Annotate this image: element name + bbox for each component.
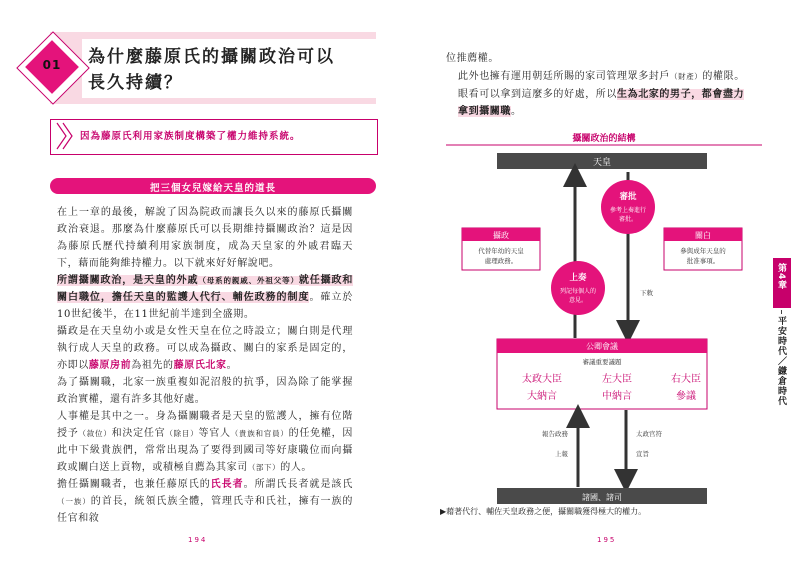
sessho-desc: 處理政務。 bbox=[484, 257, 518, 265]
note: （除目） bbox=[165, 429, 199, 438]
text: 擔任攝關職者，也兼任藤原氏的 bbox=[57, 479, 211, 490]
era-label: 平安時代／鎌倉時代 bbox=[776, 316, 786, 406]
minister-label: 左大臣 bbox=[602, 374, 632, 385]
highlight: 生為北家的男子，都會盡力拿到攝關職 bbox=[458, 89, 745, 117]
note: （財產） bbox=[670, 72, 703, 81]
appoint-label-2: 宣旨 bbox=[636, 450, 649, 458]
note: （部下） bbox=[247, 463, 281, 472]
text: 的首長，統領氏族全體，管理氏寺和氏社，擁有一族的任官和敘 bbox=[57, 496, 353, 524]
report-up-label: 報告政務 bbox=[542, 430, 568, 438]
text: 等官人 bbox=[198, 428, 231, 439]
side-divider bbox=[781, 310, 782, 314]
text: 攝政是在天皇幼小或是女性天皇在位之時設立；關白則是代理執行成人天皇的政務。可以成為攝政、關白的家系是固定的，亦即以 bbox=[57, 326, 353, 371]
text: 和決定任官 bbox=[111, 428, 166, 439]
note: （一族） bbox=[57, 497, 91, 506]
minister-label: 右大臣 bbox=[671, 374, 701, 385]
approve-desc: 參考上奏進行 bbox=[609, 207, 647, 214]
provinces-label: 諸國、諸司 bbox=[582, 493, 622, 502]
diagram-title bbox=[446, 132, 762, 145]
note: （敘位） bbox=[78, 429, 112, 438]
text: 此外也擁有運用朝廷所賜的家司管理眾多封戶 bbox=[458, 71, 670, 82]
text: 人事權是其中之一。身為攝關職者是天皇的監護人，擁有位階授予 bbox=[57, 411, 353, 439]
report-desc: 意見。 bbox=[568, 297, 588, 304]
kanpaku-desc: 參與成年天皇的 bbox=[680, 247, 726, 255]
right-paragraph-1: 位推薦權。 bbox=[446, 53, 499, 64]
chapter-side-tab-label: 第4章 bbox=[776, 263, 786, 291]
right-paragraph-3 bbox=[458, 86, 754, 120]
minister-label: 大納言 bbox=[527, 391, 557, 402]
order-down-label: 下敕 bbox=[640, 289, 653, 297]
kanpaku-desc: 批准事項。 bbox=[686, 257, 720, 265]
highlight-note: （母系的親戚、外祖父等） bbox=[198, 276, 299, 285]
structure-diagram bbox=[440, 126, 770, 506]
paragraph-6 bbox=[57, 476, 353, 527]
approve-desc: 審批。 bbox=[618, 216, 638, 223]
sessho-title: 攝政 bbox=[493, 231, 509, 240]
report-up-label-2: 上報 bbox=[555, 450, 568, 458]
lead-text: 因為藤原氏利用家族制度構築了權力維持系統。 bbox=[80, 131, 301, 142]
chapter-number: 01 bbox=[42, 58, 62, 72]
chevron-right-icon bbox=[54, 121, 74, 151]
text: 的人。 bbox=[280, 462, 313, 473]
sessho-desc: 代替年幼的天皇 bbox=[478, 247, 524, 255]
page-number-right: 195 bbox=[597, 536, 617, 544]
paragraph-3 bbox=[57, 323, 353, 374]
page-number-left: 194 bbox=[188, 536, 208, 544]
minister-label: 中納言 bbox=[602, 391, 632, 402]
approve-title: 審批 bbox=[619, 192, 637, 202]
right-paragraph-2 bbox=[458, 68, 748, 85]
chapter-title bbox=[88, 44, 368, 96]
figure-caption: ▶藉著代行、輔佐天皇政務之便，攝關職獲得極大的權力。 bbox=[440, 507, 647, 516]
text: 的權限。 bbox=[702, 71, 745, 82]
text: 。所謂氏長者就是該氏 bbox=[243, 479, 353, 490]
highlight-name: 氏長者 bbox=[210, 479, 244, 490]
text: 。 bbox=[511, 106, 522, 117]
text: 的任免權，因此中下級貴族們，常常出現為了要得到國司等好康職位而向攝政或關白送上貢物，或積極自薦為其家司 bbox=[57, 428, 354, 473]
text: 為祖先的 bbox=[131, 360, 174, 371]
highlight: 所謂攝關政治，是天皇的外戚 bbox=[57, 275, 199, 286]
council-subtitle: 審議重要議題 bbox=[582, 358, 622, 366]
paragraph-2 bbox=[57, 272, 353, 323]
chapter-title-line-2: 長久持續？ bbox=[88, 73, 183, 93]
highlight: 就任攝政和關白職位，擔任天皇的監護人代行、輔佐政務的制度 bbox=[57, 275, 354, 303]
text: 。確立於10世紀後半，在11世紀前半達到全盛期。 bbox=[57, 292, 353, 320]
diagram-title-text: 攝關政治的結構 bbox=[572, 134, 636, 144]
section-heading: 把三個女兒嫁給天皇的道長 bbox=[149, 183, 276, 194]
minister-label: 太政大臣 bbox=[522, 374, 562, 385]
appoint-label: 太政官符 bbox=[636, 430, 662, 438]
emperor-label: 天皇 bbox=[592, 158, 612, 168]
paragraph-4: 為了攝關職，北家一族重複如泥沼般的抗爭，因為除了能掌握政治實權，還有許多其他好處。 bbox=[57, 377, 353, 405]
report-title: 上奏 bbox=[569, 273, 587, 283]
paragraph-1: 在上一章的最後，解說了因為院政而讓長久以來的藤原氏攝關政治衰退。那麼為什麼藤原氏可以長期維持攝關政治？這是因為藤原氏歷代持續利用家族制度，成為天皇家的外戚君臨天下，藉而能夠維持權力。以下就來好好解說吧。 bbox=[57, 207, 353, 269]
note: （貴族和官員） bbox=[230, 429, 289, 438]
highlight-name: 藤原房前 bbox=[88, 360, 132, 371]
minister-label: 參議 bbox=[676, 391, 696, 402]
text: 。 bbox=[226, 360, 238, 371]
kanpaku-title: 關白 bbox=[695, 231, 711, 240]
paragraph-5 bbox=[57, 408, 353, 476]
chapter-title-line-1: 為什麼藤原氏的攝關政治可以 bbox=[88, 47, 335, 67]
highlight-name: 藤原氏北家 bbox=[173, 360, 227, 371]
text: 眼看可以拿到這麼多的好處，所以 bbox=[458, 89, 617, 100]
council-title: 公卿會議 bbox=[586, 342, 618, 351]
report-desc: 列記每個人的 bbox=[559, 288, 597, 295]
